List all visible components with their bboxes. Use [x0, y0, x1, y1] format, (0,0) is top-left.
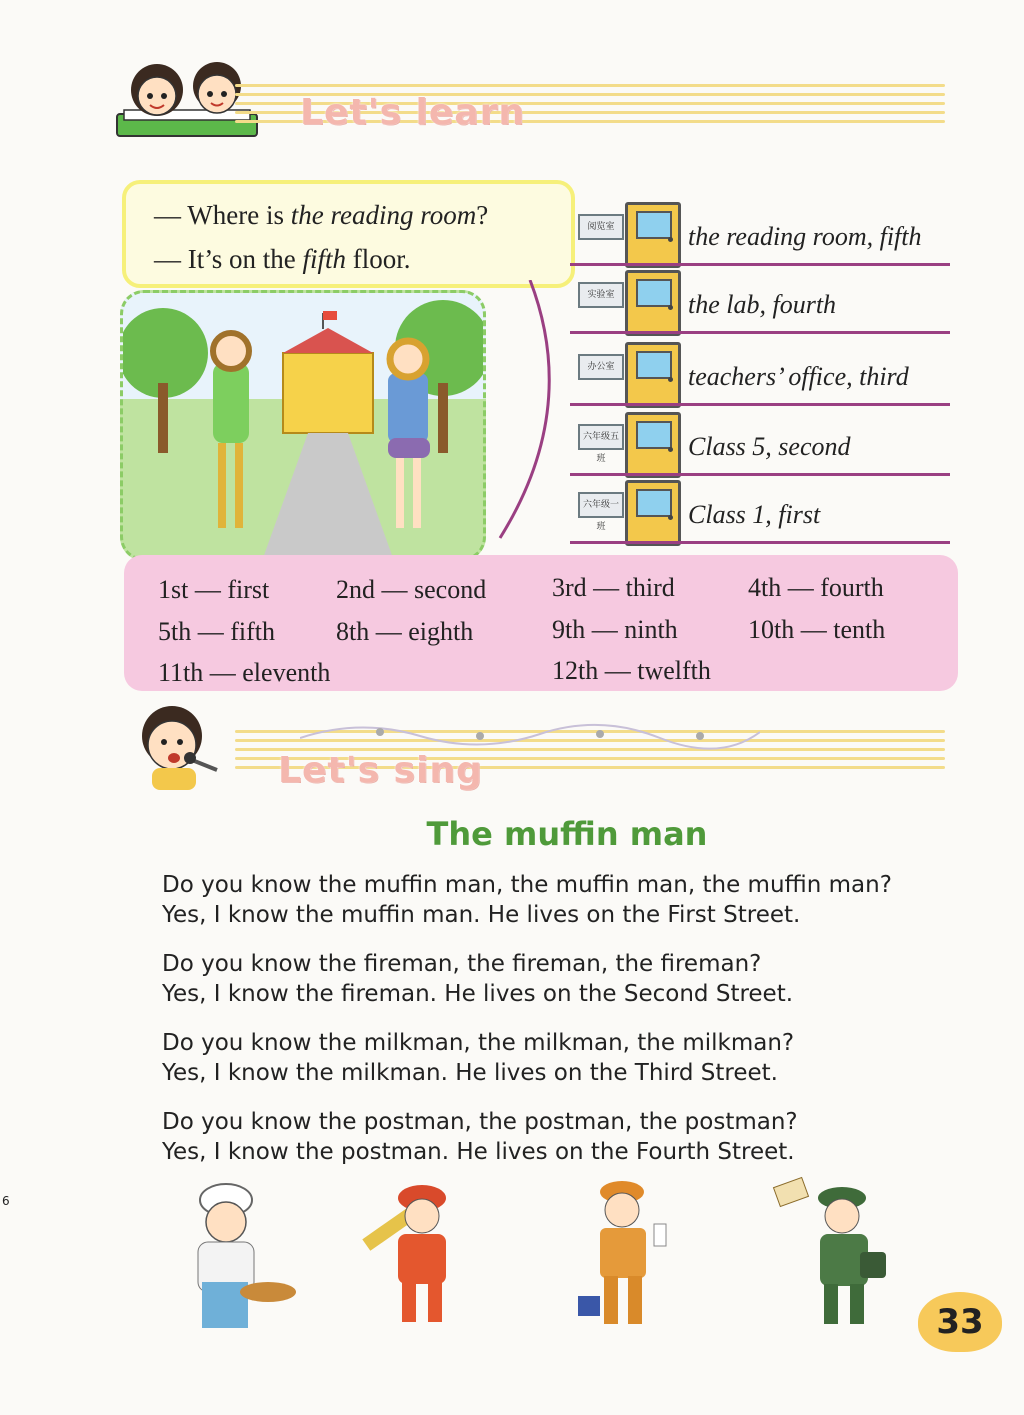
room-sign: 办公室	[578, 354, 624, 380]
ordinal-item: 1st — first	[158, 575, 270, 604]
ordinal-item: 8th — eighth	[336, 617, 474, 646]
lyric-line: Do you know the fireman, the fireman, the fireman?	[162, 951, 762, 977]
ordinal-item: 2nd — second	[336, 575, 487, 604]
room-sign: 阅览室	[578, 214, 624, 240]
room-label: Class 1, first	[688, 500, 821, 529]
room-label: Class 5, second	[688, 432, 851, 461]
song-title: The muffin man	[426, 815, 708, 853]
room-row-class-5	[570, 412, 950, 476]
bracket-curve	[480, 280, 580, 542]
ordinal-item: 11th — eleventh	[158, 658, 331, 687]
lyric-line: Do you know the milkman, the milkman, the milkman?	[162, 1030, 795, 1056]
door-icon	[625, 412, 681, 478]
room-row-class-1	[570, 480, 950, 544]
boy-singing-icon	[122, 700, 242, 795]
section-title-learn: Let's learn	[300, 92, 525, 133]
muffin-man-illustration	[168, 1182, 298, 1332]
lyric-line: Do you know the postman, the postman, the postman?	[162, 1109, 798, 1135]
room-row-lab	[570, 270, 950, 334]
ordinal-item: 9th — ninth	[552, 615, 678, 644]
page-number: 33	[918, 1292, 1002, 1352]
margin-number: 6	[2, 1194, 10, 1208]
lyric-line: Yes, I know the muffin man. He lives on the First Street.	[162, 902, 801, 928]
dialogue-question: — Where is the reading room?	[154, 200, 489, 230]
door-icon	[625, 202, 681, 268]
milkman-illustration	[572, 1178, 682, 1332]
room-label: the reading room, fifth	[688, 222, 922, 251]
room-sign: 六年级五班	[578, 424, 624, 450]
door-icon	[625, 480, 681, 546]
room-row-teachers-office	[570, 342, 950, 406]
lyric-line: Yes, I know the postman. He lives on the Fourth Street.	[162, 1139, 795, 1165]
ordinals-box	[124, 555, 958, 691]
room-sign: 六年级一班	[578, 492, 624, 518]
door-icon	[625, 270, 681, 336]
fireman-illustration	[350, 1178, 480, 1330]
section-title-sing: Let's sing	[278, 750, 483, 791]
room-label: teachers’ office, third	[688, 362, 909, 391]
door-icon	[625, 342, 681, 408]
ordinal-item: 12th — twelfth	[552, 656, 711, 685]
dialogue-answer: — It’s on the fifth floor.	[154, 244, 411, 274]
ordinal-item: 3rd — third	[552, 573, 675, 602]
postman-illustration	[770, 1172, 900, 1332]
room-sign: 实验室	[578, 282, 624, 308]
room-row-reading-room	[570, 202, 950, 266]
room-label: the lab, fourth	[688, 290, 837, 319]
lyric-line: Yes, I know the milkman. He lives on the Third Street.	[162, 1060, 778, 1086]
lyric-line: Do you know the muffin man, the muffin man, the muffin man?	[162, 872, 892, 898]
dialogue-box	[122, 180, 575, 288]
school-scene-drawing	[123, 293, 483, 558]
lyric-line: Yes, I know the fireman. He lives on the Second Street.	[162, 981, 794, 1007]
ordinal-item: 10th — tenth	[748, 615, 886, 644]
school-scene-illustration	[120, 290, 486, 561]
ordinal-item: 4th — fourth	[748, 573, 884, 602]
ordinal-item: 5th — fifth	[158, 617, 275, 646]
